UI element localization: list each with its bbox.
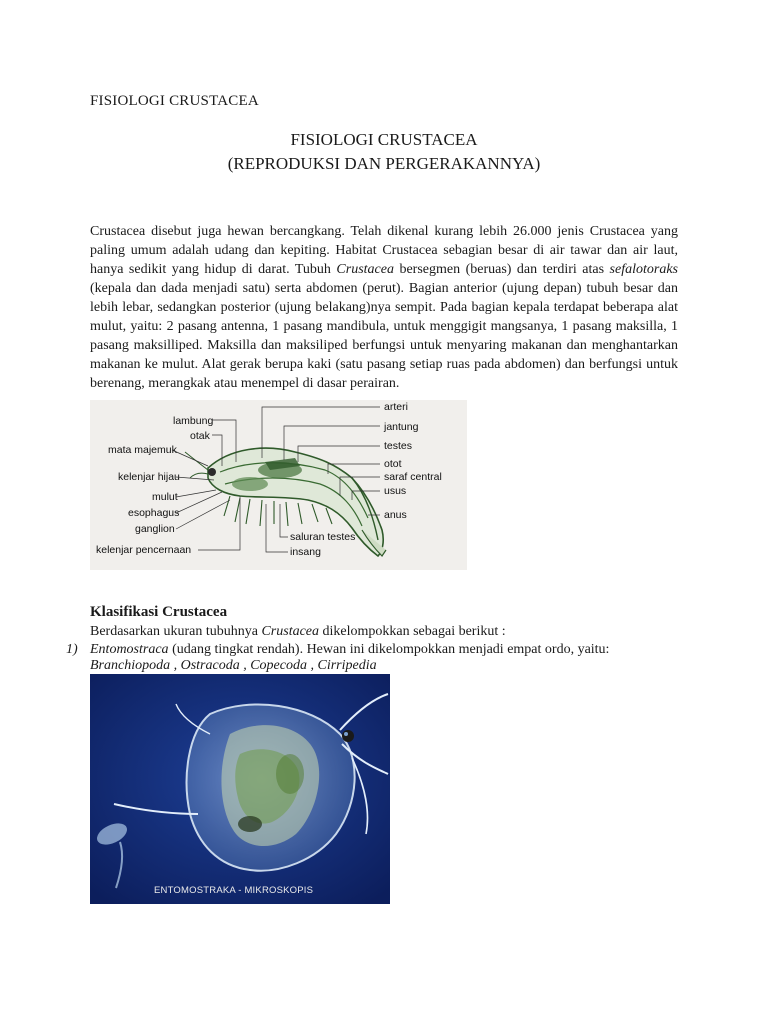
title-line-2: (REPRODUKSI DAN PERGERAKANNYA) <box>227 154 541 173</box>
label-otak: otak <box>190 430 210 442</box>
label-arteri: arteri <box>384 401 408 413</box>
classification-intro-prefix: Berdasarkan ukuran tubuhnya <box>90 624 262 639</box>
classification-intro-suffix: dikelompokkan sebagai berikut : <box>319 624 506 639</box>
list-item-name: Entomostraca <box>90 642 169 657</box>
intro-text-3: (kepala dan dada menjadi satu) serta abdomen (perut). Bagian anterior (ujung depan) tubuh besar dan lebih lebar, sedangkan posterior (ujung belakang)nya sempit. Pada bagian kepala terdapat beberapa alat mulut, yaitu: 2 pasang antenna, 1 pasang mandibula, untuk menggigit mangsanya, 1 pasang maksilla, 1 pasang maksilliped. Maksilla dan maksiliped berfungsi untuk menyaring makanan dan menghantarkan makanan ke mulut. Alat gerak berupa kaki (satu pasang setiap ruas pada abdomen) dan berfungsi untuk berenang, merangkak atau menempel di dasar perairan. <box>90 281 678 391</box>
intro-text-2: bersegmen (beruas) dan terdiri atas <box>393 262 610 277</box>
label-otot: otot <box>384 458 402 470</box>
intro-italic-crustacea: Crustacea <box>336 262 394 277</box>
label-ganglion: ganglion <box>135 523 175 535</box>
label-jantung: jantung <box>384 421 419 433</box>
ordo-list: Branchiopoda , Ostracoda , Copecoda , Cirripedia <box>90 658 377 673</box>
classification-intro <box>90 624 506 640</box>
label-mulut: mulut <box>152 491 178 503</box>
list-item <box>66 642 609 658</box>
label-lambung: lambung <box>173 415 214 427</box>
label-mata-majemuk: mata majemuk <box>108 444 177 456</box>
entomostraca-microscope-image <box>90 674 390 904</box>
label-saluran-testes: saluran testes <box>290 531 356 543</box>
crustacea-anatomy-figure <box>90 400 467 570</box>
label-kelenjar-pencernaan: kelenjar pencernaan <box>96 544 192 556</box>
label-esophagus: esophagus <box>128 507 180 519</box>
microscope-caption: ENTOMOSTRAKA - MIKROSKOPIS <box>154 885 314 896</box>
label-saraf-central: saraf central <box>384 471 442 483</box>
intro-text-1: Crustacea disebut juga hewan bercangkang. Telah dikenal kurang lebih 26.000 jenis Crustacea yang paling umum adalah udang dan kepiting. Habitat Crustacea sebagian besar di air tawar dan air laut, hanya sedikit yang hidup di darat. Tubuh <box>90 224 678 277</box>
classification-intro-italic: Crustacea <box>261 624 320 639</box>
label-usus: usus <box>384 485 407 497</box>
section-title: Klasifikasi Crustacea <box>90 604 228 620</box>
label-kelenjar-hijau: kelenjar hijau <box>118 471 180 483</box>
title-line-1: FISIOLOGI CRUSTACEA <box>290 130 478 149</box>
list-item-number: 1) <box>66 642 78 657</box>
microscope-illustration <box>90 674 390 904</box>
header-label: FISIOLOGI CRUSTACEA <box>90 93 259 109</box>
list-item-text: (udang tingkat rendah). Hewan ini dikelompokkan menjadi empat ordo, yaitu: <box>168 642 610 657</box>
label-insang: insang <box>290 546 321 558</box>
anatomy-diagram <box>90 400 467 570</box>
label-testes: testes <box>384 440 413 452</box>
intro-paragraph <box>90 222 678 393</box>
label-anus: anus <box>384 509 407 521</box>
document-title <box>0 128 768 176</box>
intro-italic-sefalotoraks: sefalotoraks <box>609 262 678 277</box>
